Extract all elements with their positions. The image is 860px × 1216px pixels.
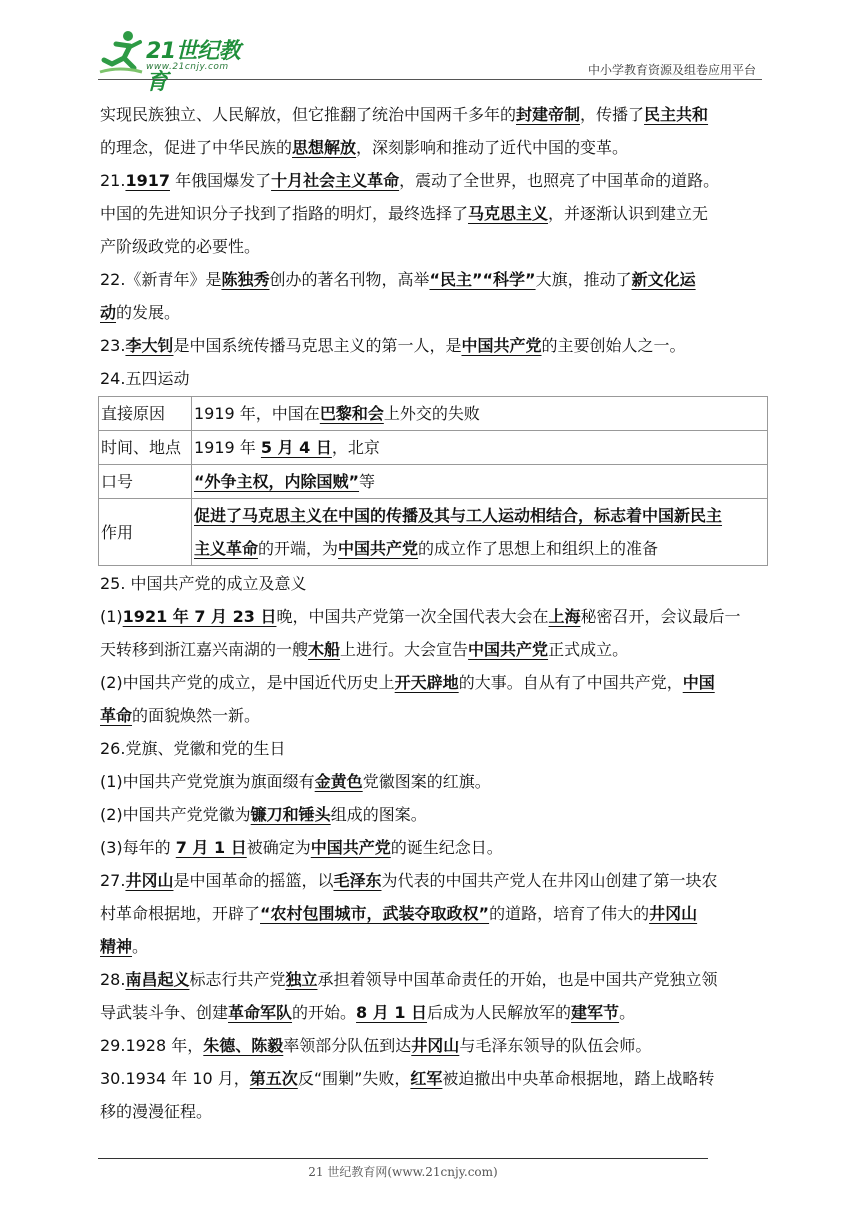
answer-blank: 精神: [100, 937, 133, 956]
table-row: [99, 431, 768, 465]
text-run: 。: [619, 1003, 636, 1022]
text-run: 的开端，为: [258, 539, 339, 558]
answer-blank: 巴黎和会: [319, 404, 384, 423]
text-run: 中国的先进知识分子找到了指路的明灯，最终选择了: [100, 204, 469, 223]
text-line: [100, 362, 764, 395]
table-row: [99, 499, 768, 566]
answer-blank: 封建帝制: [516, 105, 581, 124]
text-run: 。: [132, 937, 149, 956]
text-run: 秘密召开，会议最后一: [580, 607, 741, 626]
footer-divider: [98, 1158, 708, 1159]
text-run: 是中国系统传播马克思主义的第一人，是: [173, 336, 462, 355]
text-line: [100, 963, 764, 996]
text-line: [100, 600, 764, 633]
row-value-cell: [192, 465, 768, 499]
answer-blank: 思想解放: [292, 138, 357, 157]
text-line: [100, 666, 764, 699]
table-row: [99, 397, 768, 431]
answer-blank: 木船: [308, 640, 341, 659]
row-header-cell: 直接原因: [99, 397, 192, 431]
answer-blank: 朱德、陈毅: [203, 1036, 284, 1055]
answer-blank: 民主共和: [644, 105, 709, 124]
text-run: 的开始。: [292, 1003, 357, 1022]
text-line: [100, 567, 764, 600]
row-header-cell: 作用: [99, 499, 192, 566]
text-line: [100, 131, 764, 164]
text-run: (2)中国共产党党徽为: [100, 805, 251, 824]
text-line: [100, 897, 764, 930]
text-run: 率领部分队伍到达: [283, 1036, 412, 1055]
logo-wordmark: 21世纪教育: [146, 39, 241, 95]
text-run: 29.1928 年，: [100, 1036, 204, 1055]
text-run: 标志行共产党: [189, 970, 286, 989]
answer-blank: 建军节: [571, 1003, 620, 1022]
text-run: 组成的图案。: [330, 805, 427, 824]
answer-blank: 第五次: [249, 1069, 298, 1088]
text-run: 上进行。大会宣告: [340, 640, 469, 659]
text-run: 22.《新青年》是: [100, 270, 222, 289]
text-run: (1)中国共产党党旗为旗面缀有: [100, 772, 315, 791]
text-run: 的道路，培育了伟大的: [489, 904, 650, 923]
answer-blank: 革命: [100, 706, 133, 725]
text-run: 的主要创始人之一。: [541, 336, 686, 355]
text-run: 的理念，促进了中华民族的: [100, 138, 293, 157]
text-run: (2)中国共产党的成立，是中国近代历史上: [100, 673, 395, 692]
paragraphs-after-table: [100, 567, 764, 1128]
paragraphs-before-table: [100, 98, 764, 395]
text-run: 27.: [100, 871, 126, 890]
answer-blank: 动: [100, 303, 117, 322]
text-run: 上外交的失败: [383, 404, 480, 423]
answer-blank: 1917: [125, 171, 170, 190]
answer-blank: 开天辟地: [394, 673, 459, 692]
answer-blank: 主义革命: [194, 539, 259, 558]
text-run: 28.: [100, 970, 126, 989]
text-line: [100, 1029, 764, 1062]
runner-logo-icon: [98, 28, 144, 76]
answer-blank: 十月社会主义革命: [271, 171, 400, 190]
text-line: [100, 1095, 764, 1128]
text-run: 反“围剿”失败，: [297, 1069, 411, 1088]
text-line: [100, 1062, 764, 1095]
page-footer: 21 世纪教育网(www.21cnjy.com): [308, 1165, 498, 1179]
answer-blank: 促进了马克思主义在中国的传播及其与工人运动相结合，标志着中国新民主: [194, 506, 723, 525]
row-header-cell: 时间、地点: [99, 431, 192, 465]
text-line: [100, 765, 764, 798]
text-line: [100, 732, 764, 765]
answer-blank: 陈独秀: [221, 270, 270, 289]
site-logo[interactable]: [98, 28, 258, 95]
text-line: [100, 197, 764, 230]
text-run: ，深刻影响和推动了近代中国的变革。: [356, 138, 629, 157]
text-run: 正式成立。: [548, 640, 629, 659]
text-run: 晚，中国共产党第一次全国代表大会在: [276, 607, 549, 626]
text-line: [100, 329, 764, 362]
header-divider: [98, 79, 762, 80]
text-run: 的诞生纪念日。: [390, 838, 503, 857]
may-fourth-table: [98, 396, 768, 566]
text-line: [100, 930, 764, 963]
text-run: 23.: [100, 336, 126, 355]
text-run: 党徽图案的红旗。: [362, 772, 491, 791]
answer-blank: 中国共产党: [310, 838, 391, 857]
text-line: [100, 864, 764, 897]
text-line: [100, 633, 764, 666]
text-run: 26.党旗、党徽和党的生日: [100, 739, 286, 758]
text-run: ，并逐渐认识到建立无: [548, 204, 709, 223]
text-run: 村革命根据地，开辟了: [100, 904, 261, 923]
page-header: [98, 28, 762, 95]
row-value-cell: [192, 499, 768, 566]
text-run: 30.1934 年 10 月，: [100, 1069, 250, 1088]
text-run: (3)每年的: [100, 838, 176, 857]
row-value-cell: [192, 397, 768, 431]
text-run: ，传播了: [580, 105, 645, 124]
text-run: 的面貌焕然一新。: [132, 706, 261, 725]
text-run: 与毛泽东领导的队伍会师。: [459, 1036, 652, 1055]
answer-blank: 5 月 4 日: [260, 438, 332, 457]
text-line: [100, 230, 764, 263]
answer-blank: 独立: [285, 970, 318, 989]
answer-blank: 南昌起义: [125, 970, 190, 989]
text-run: 被确定为: [246, 838, 311, 857]
answer-blank: 中国共产党: [461, 336, 542, 355]
answer-blank: 毛泽东: [333, 871, 382, 890]
text-run: 等: [359, 472, 376, 491]
text-run: 导武装斗争、创建: [100, 1003, 229, 1022]
text-run: (1): [100, 607, 123, 626]
text-line: [100, 164, 764, 197]
answer-blank: 革命军队: [228, 1003, 293, 1022]
text-line: [100, 996, 764, 1029]
text-line: [100, 296, 764, 329]
answer-blank: 8 月 1 日: [356, 1003, 428, 1022]
document-body: [100, 98, 764, 1128]
answer-blank: 井冈山: [649, 904, 698, 923]
text-run: ，北京: [331, 438, 380, 457]
text-run: 移的漫漫征程。: [100, 1102, 213, 1121]
text-run: 的发展。: [116, 303, 181, 322]
text-run: 被迫撤出中央革命根据地，踏上战略转: [442, 1069, 715, 1088]
answer-blank: 上海: [548, 607, 581, 626]
answer-blank: “外争主权，内除国贼”: [194, 472, 360, 491]
answer-blank: 中国共产党: [338, 539, 419, 558]
row-value-cell: [192, 431, 768, 465]
text-run: 承担着领导中国革命责任的开始，也是中国共产党独立领: [317, 970, 718, 989]
answer-blank: 井冈山: [411, 1036, 460, 1055]
text-line: [100, 798, 764, 831]
answer-blank: 金黄色: [314, 772, 363, 791]
answer-blank: 1921 年 7 月 23 日: [122, 607, 277, 626]
answer-blank: 马克思主义: [468, 204, 549, 223]
answer-blank: 中国: [682, 673, 715, 692]
answer-blank: “农村包围城市，武装夺取政权”: [260, 904, 490, 923]
text-run: 大旗，推动了: [535, 270, 632, 289]
text-run: 年俄国爆发了: [169, 171, 272, 190]
answer-blank: “民主”“科学”: [429, 270, 536, 289]
text-run: 产阶级政党的必要性。: [100, 237, 261, 256]
text-run: 24.五四运动: [100, 369, 190, 388]
text-run: ，震动了全世界，也照亮了中国革命的道路。: [399, 171, 720, 190]
answer-blank: 7 月 1 日: [175, 838, 247, 857]
text-line: [100, 699, 764, 732]
answer-blank: 中国共产党: [468, 640, 549, 659]
text-run: 的大事。自从有了中国共产党，: [458, 673, 683, 692]
answer-blank: 新文化运: [631, 270, 696, 289]
logo-url: www.21cnjy.com: [146, 62, 229, 72]
header-platform-name: 中小学教育资源及组卷应用平台: [587, 63, 756, 77]
text-run: 21.: [100, 171, 126, 190]
text-run: 创办的著名刊物，高举: [269, 270, 430, 289]
table-row: [99, 465, 768, 499]
text-run: 是中国革命的摇篮，以: [173, 871, 334, 890]
text-run: 1919 年，中国在: [194, 404, 320, 423]
answer-blank: 镰刀和锤头: [250, 805, 331, 824]
text-line: [100, 831, 764, 864]
text-line: [100, 263, 764, 296]
text-run: 的成立作了思想上和组织上的准备: [418, 539, 659, 558]
text-run: 25. 中国共产党的成立及意义: [100, 574, 307, 593]
text-line: [100, 98, 764, 131]
answer-blank: 井冈山: [125, 871, 174, 890]
text-run: 后成为人民解放军的: [427, 1003, 572, 1022]
text-run: 1919 年: [194, 438, 261, 457]
answer-blank: 李大钊: [125, 336, 174, 355]
text-run: 为代表的中国共产党人在井冈山创建了第一块农: [381, 871, 718, 890]
row-header-cell: 口号: [99, 465, 192, 499]
answer-blank: 红军: [410, 1069, 443, 1088]
text-run: 天转移到浙江嘉兴南湖的一艘: [100, 640, 309, 659]
text-run: 实现民族独立、人民解放，但它推翻了统治中国两千多年的: [100, 105, 517, 124]
